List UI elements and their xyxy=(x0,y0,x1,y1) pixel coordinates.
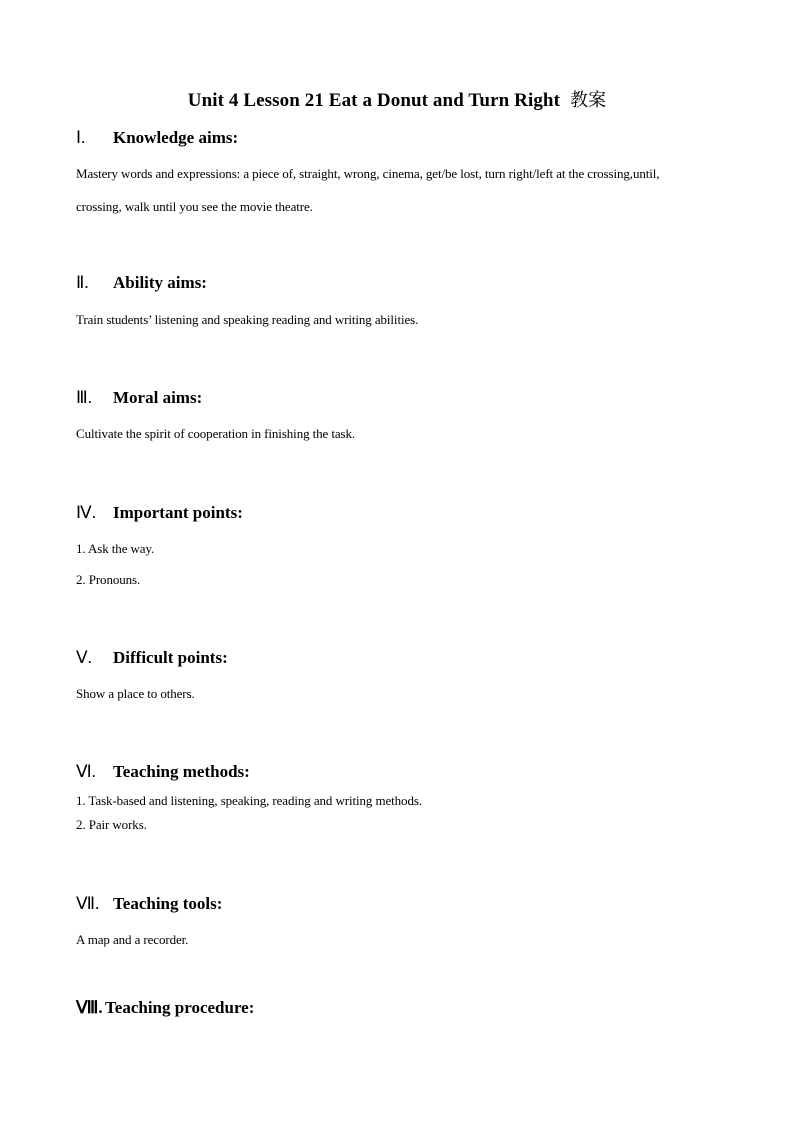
section-heading-teaching-procedure xyxy=(76,998,254,1018)
section-text: Train students’ listening and speaking reading and writing abilities. xyxy=(76,312,419,327)
section-title: Difficult points: xyxy=(113,648,228,667)
section-number: Ⅵ. xyxy=(76,762,96,781)
section-text: A map and a recorder. xyxy=(76,932,189,947)
section-number: Ⅱ. xyxy=(76,273,89,292)
page-title-text: Unit 4 Lesson 21 Eat a Donut and Turn Right xyxy=(187,90,561,111)
page-title xyxy=(0,86,794,112)
section-heading-ability-aims xyxy=(76,273,207,293)
section-title: Teaching tools: xyxy=(113,894,223,913)
section-heading-teaching-tools xyxy=(76,894,222,914)
section-text: 1. Ask the way. xyxy=(76,541,155,556)
section-number: Ⅰ. xyxy=(76,128,86,147)
section-number: Ⅷ. xyxy=(76,998,103,1017)
page-title-cn: 教案 xyxy=(570,90,607,111)
section-text: 2. Pair works. xyxy=(76,817,147,832)
section-text: 2. Pronouns. xyxy=(76,572,141,587)
section-title: Important points: xyxy=(113,503,243,522)
section-text: 1. Task-based and listening, speaking, reading and writing methods. xyxy=(76,793,422,808)
section-title: Knowledge aims: xyxy=(113,128,239,147)
section-title: Moral aims: xyxy=(113,388,203,407)
section-title: Ability aims: xyxy=(113,273,207,292)
section-text: Show a place to others. xyxy=(76,686,195,701)
section-heading-teaching-methods xyxy=(76,762,250,782)
section-number: Ⅳ. xyxy=(76,503,96,522)
section-heading-knowledge-aims xyxy=(76,128,238,148)
section-number: Ⅲ. xyxy=(76,388,92,407)
section-title: Teaching procedure: xyxy=(105,998,255,1017)
section-number: Ⅴ. xyxy=(76,648,92,667)
section-heading-moral-aims xyxy=(76,388,202,408)
section-heading-important-points xyxy=(76,503,243,523)
section-text: Mastery words and expressions: a piece of, straight, wrong, cinema, get/be lost, turn right/left at the crossing,until, xyxy=(76,166,660,181)
section-text: crossing, walk until you see the movie theatre. xyxy=(76,199,313,214)
section-number: Ⅶ. xyxy=(76,894,100,913)
section-heading-difficult-points xyxy=(76,648,228,668)
section-text: Cultivate the spirit of cooperation in finishing the task. xyxy=(76,426,356,441)
section-title: Teaching methods: xyxy=(113,762,250,781)
